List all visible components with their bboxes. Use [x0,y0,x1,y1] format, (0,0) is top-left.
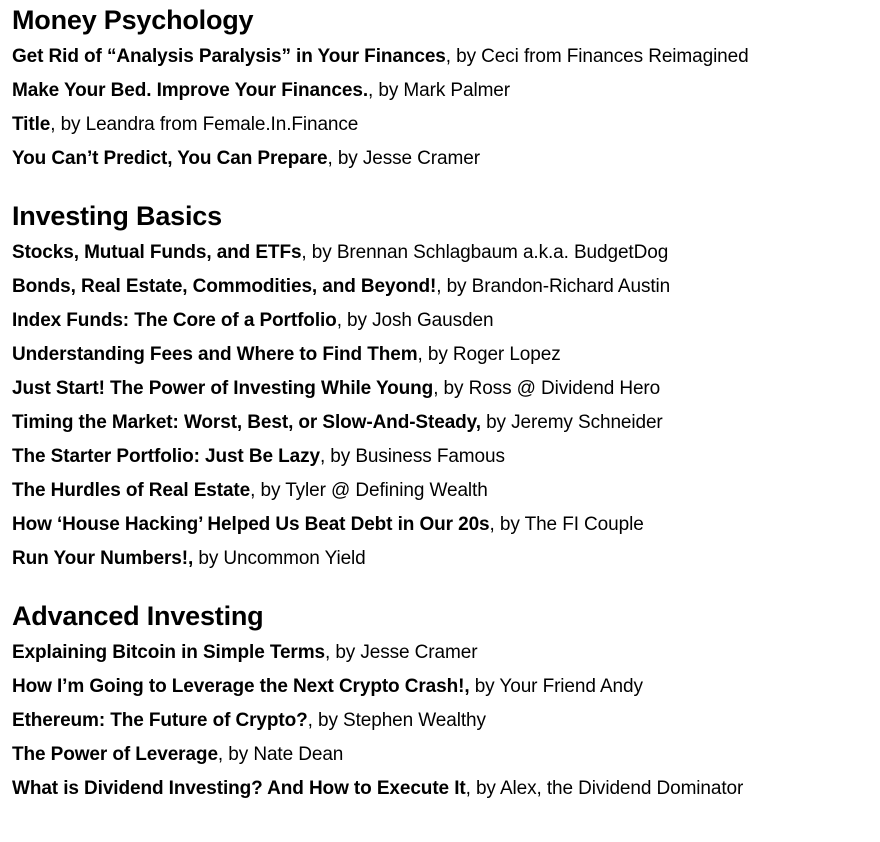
section-investing-basics [12,196,880,576]
list-item [12,508,880,542]
entry-list [12,636,880,806]
entry-title: Ethereum: The Future of Crypto? [12,710,308,731]
entry-byline: , by The FI Couple [489,514,644,535]
section-money-psychology [12,0,880,176]
list-item [12,304,880,338]
entry-list [12,236,880,576]
entry-title: The Hurdles of Real Estate [12,480,251,501]
entry-title: You Can’t Predict, You Can Prepare [12,148,328,169]
entry-title: Make Your Bed. Improve Your Finances. [12,80,369,101]
entry-byline: , by Stephen Wealthy [307,710,486,731]
entry-title: Stocks, Mutual Funds, and ETFs [12,242,302,263]
list-item [12,474,880,508]
entry-byline: , by Leandra from Female.In.Finance [50,114,359,135]
entry-byline: , by Nate Dean [217,744,344,765]
entry-title: Run Your Numbers!, [12,548,194,569]
entry-title: What is Dividend Investing? And How to Execute It [12,778,466,799]
list-item [12,142,880,176]
list-item [12,738,880,772]
entry-byline: , by Roger Lopez [417,344,561,365]
section-heading: Advanced Investing [12,601,264,631]
entry-title: Explaining Bitcoin in Simple Terms [12,642,325,663]
entry-byline: , by Brennan Schlagbaum a.k.a. BudgetDog [301,242,669,263]
list-item [12,108,880,142]
section-heading: Money Psychology [12,5,254,35]
entry-byline: , by Alex, the Dividend Dominator [465,778,744,799]
entry-byline: , by Josh Gausden [336,310,494,331]
entry-title: Just Start! The Power of Investing While Young [12,378,434,399]
entry-title: The Starter Portfolio: Just Be Lazy [12,446,320,467]
entry-byline: by Jeremy Schneider [480,412,663,433]
list-item [12,670,880,704]
list-item [12,406,880,440]
list-item [12,704,880,738]
list-item [12,270,880,304]
entry-title: Bonds, Real Estate, Commodities, and Beyond! [12,276,437,297]
entry-byline: , by Brandon-Richard Austin [436,276,671,297]
entry-byline: , by Jesse Cramer [327,148,480,169]
entry-byline: , by Ceci from Finances Reimagined [445,46,749,67]
entry-byline: , by Ross @ Dividend Hero [433,378,661,399]
entry-title: How ‘House Hacking’ Helped Us Beat Debt in Our 20s [12,514,490,535]
list-item [12,440,880,474]
entry-title: How I’m Going to Leverage the Next Crypto Crash!, [12,676,470,697]
list-item [12,636,880,670]
entry-byline: , by Tyler @ Defining Wealth [250,480,488,501]
entry-list [12,40,880,176]
entry-byline: , by Jesse Cramer [324,642,478,663]
entry-byline: , by Mark Palmer [368,80,511,101]
list-item [12,236,880,270]
entry-byline: by Uncommon Yield [193,548,366,569]
list-item [12,40,880,74]
list-item [12,772,880,806]
section-heading: Investing Basics [12,201,222,231]
entry-title: The Power of Leverage [12,744,218,765]
entry-title: Timing the Market: Worst, Best, or Slow-And-Steady, [12,412,481,433]
entry-title: Title [12,114,51,135]
list-item [12,542,880,576]
list-item [12,74,880,108]
section-advanced-investing [12,596,880,806]
entry-byline: , by Business Famous [319,446,505,467]
entry-title: Get Rid of “Analysis Paralysis” in Your Finances [12,46,446,67]
entry-title: Understanding Fees and Where to Find Them [12,344,418,365]
entry-byline: by Your Friend Andy [469,676,643,697]
list-item [12,338,880,372]
list-item [12,372,880,406]
entry-title: Index Funds: The Core of a Portfolio [12,310,337,331]
